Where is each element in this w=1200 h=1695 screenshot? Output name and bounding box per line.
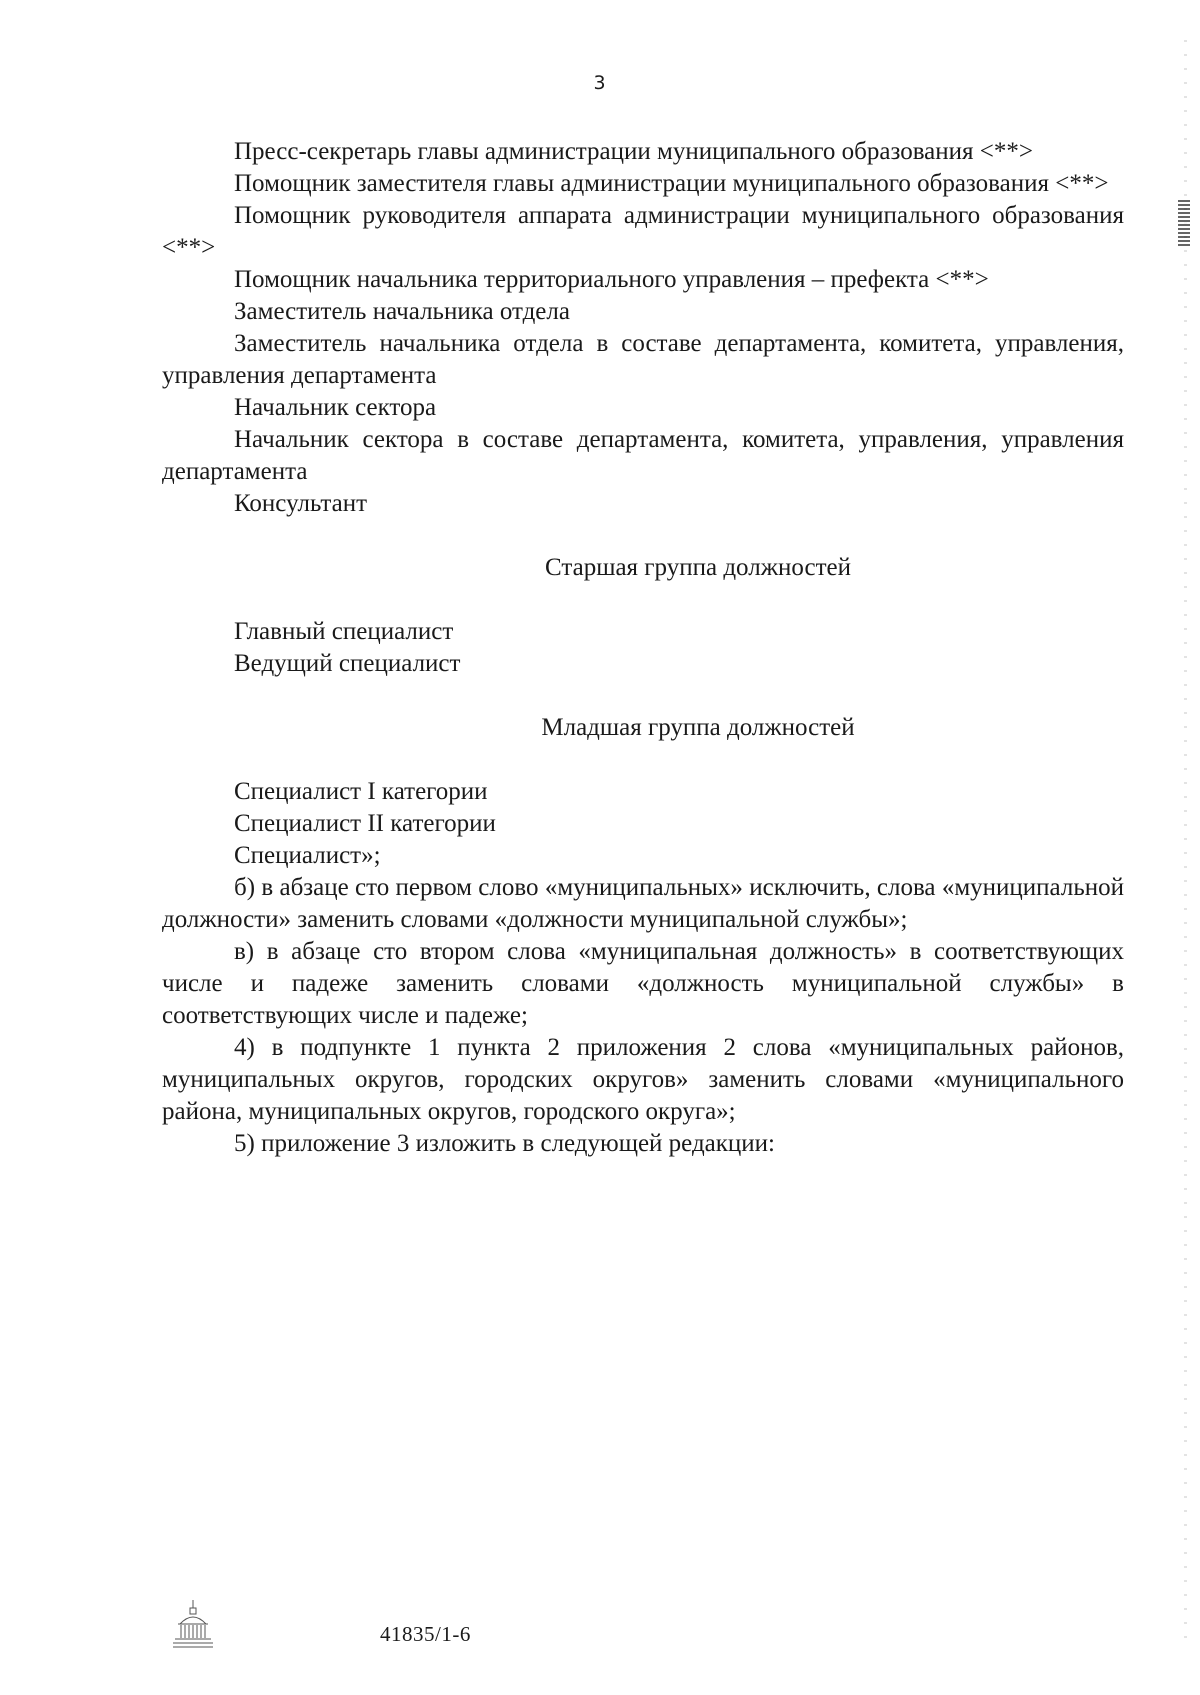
paragraph-top-8: Консультант bbox=[234, 490, 368, 517]
junior-group-item-2: Специалист»; bbox=[234, 842, 381, 869]
paragraph-top-6: Начальник сектора bbox=[234, 394, 437, 421]
paragraph-top-5: Заместитель начальника отдела в составе департамента, комитета, управления, управления департамента bbox=[162, 330, 1124, 389]
senior-group-item-1: Ведущий специалист bbox=[234, 650, 461, 677]
spacer bbox=[162, 520, 1124, 552]
junior-group-item-1: Специалист II категории bbox=[234, 810, 496, 837]
paragraph-bottom-3: 5) приложение 3 изложить в следующей редакции: bbox=[234, 1130, 775, 1157]
paragraph-top-1: Помощник заместителя главы администрации муниципального образования <**> bbox=[234, 170, 1109, 197]
senior-group-item-0: Главный специалист bbox=[234, 618, 454, 645]
junior-group-item-0: Специалист I категории bbox=[234, 778, 488, 805]
paragraph-bottom-1: в) в абзаце сто втором слова «муниципальная должность» в соответствующих числе и падеже заменить словами «должность муниципальной службы» в соответствующих числе и падеже; bbox=[162, 938, 1124, 1029]
document-code: 41835/1-6 bbox=[380, 1622, 471, 1646]
paragraph-top-3: Помощник начальника территориального управления – префекта <**> bbox=[234, 266, 989, 293]
spacer bbox=[162, 680, 1124, 712]
scan-barcode-artifact bbox=[1178, 200, 1190, 248]
paragraph-bottom-2: 4) в подпункте 1 пункта 2 приложения 2 слова «муниципальных районов, муниципальных округов, городских округов» заменить словами «муниципального района, муниципальных округов, городского округа»; bbox=[162, 1034, 1124, 1125]
spacer bbox=[162, 744, 1124, 776]
senior-group-heading: Старшая группа должностей bbox=[545, 554, 851, 581]
paragraph-top-0: Пресс-секретарь главы администрации муниципального образования <**> bbox=[234, 138, 1033, 165]
parliament-building-seal-icon bbox=[170, 1598, 216, 1650]
document-body bbox=[162, 136, 1124, 1160]
paragraph-bottom-0: б) в абзаце сто первом слово «муниципальных» исключить, слова «муниципальной должности» заменить словами «должности муниципальной службы»; bbox=[162, 874, 1124, 933]
spacer bbox=[162, 584, 1124, 616]
paragraph-top-7: Начальник сектора в составе департамента, комитета, управления, управления департамента bbox=[162, 426, 1124, 485]
junior-group-heading: Младшая группа должностей bbox=[541, 714, 855, 741]
page-number: 3 bbox=[593, 72, 607, 94]
paragraph-top-4: Заместитель начальника отдела bbox=[234, 298, 570, 325]
scan-edge-artifact bbox=[1184, 40, 1187, 1640]
paragraph-top-2: Помощник руководителя аппарата администрации муниципального образования <**> bbox=[162, 202, 1124, 261]
